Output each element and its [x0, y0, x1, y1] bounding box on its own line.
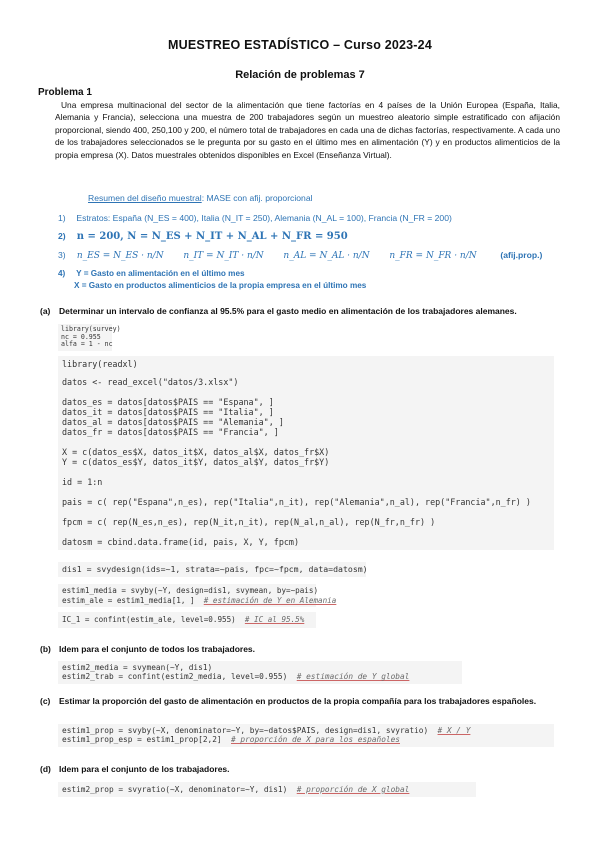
question-text: Determinar un intervalo de confianza al 95.5% para el gasto medio en alimentación de los trabajadores alemanes.	[59, 306, 517, 316]
code-comment: # IC al 95.5%	[244, 615, 305, 624]
summary-item-variables-x	[74, 281, 366, 290]
code-comment: # estimación de Y global	[296, 672, 410, 682]
code-text: estim1_prop = svyby(~X, denominator=~Y, by=~datos$PAIS, design=dis1, svyratio)	[62, 726, 438, 735]
summary-sizes-text: n = 200, N = N_ES + N_IT + N_AL + N_FR = 950	[76, 231, 348, 242]
code-line	[62, 663, 458, 672]
code-line: library(survey)	[61, 325, 121, 333]
question-label: (a)	[40, 306, 51, 316]
code-comment: # proporción de X global	[296, 785, 410, 794]
code-line	[62, 595, 337, 606]
variable-y: Y = Gasto en alimentación en el último mes	[76, 269, 245, 278]
code-line: Y = c(datos_es$Y, datos_it$Y, datos_al$Y, datos_fr$Y)	[62, 457, 330, 467]
question-c	[40, 695, 560, 708]
code-line	[62, 615, 312, 625]
summary-item-allocation	[58, 250, 542, 261]
code-comment: # estimación de Y en Alemania	[203, 595, 337, 605]
code-text: IC_1 = confint(estim_ale, level=0.955)	[62, 615, 245, 624]
alloc-es: n_ES = N_ES · n/N	[76, 251, 164, 261]
code-line	[62, 672, 458, 681]
code-line	[62, 586, 319, 596]
question-d	[40, 764, 560, 774]
document-subtitle: Relación de problemas 7	[235, 69, 365, 81]
problem-statement	[55, 99, 560, 161]
code-block-interval	[58, 612, 316, 628]
code-line: X = c(datos_es$X, datos_it$X, datos_al$X, datos_fr$X)	[62, 447, 330, 457]
code-text: estim2_trab = confint(estim2_media, level=0.955)	[62, 672, 297, 682]
summary-strata-text: Estratos: España (N_ES = 400), Italia (N_IT = 250), Alemania (N_AL = 100), Francia (N_FR = 200)	[76, 213, 452, 223]
code-line: library(readxl)	[62, 359, 138, 369]
code-block-ratio	[58, 724, 554, 747]
alloc-it: n_IT = N_IT · n/N	[183, 251, 264, 261]
summary-item-variables	[58, 269, 245, 278]
code-text: estim_ale = estim1_media[1, ]	[62, 595, 204, 605]
code-block-design	[58, 562, 366, 577]
question-text: Estimar la proporción del gasto de alimentación en productos de la propia compañía para los trabajadores españoles.	[59, 696, 537, 706]
question-label: (d)	[40, 764, 51, 774]
code-block-estimate	[58, 584, 337, 607]
code-block-data	[58, 356, 554, 550]
code-line: datos_fr = datos[datos$PAIS == "Francia", ]	[62, 427, 279, 437]
question-b	[40, 644, 560, 654]
alloc-note: (afij.prop.)	[500, 250, 543, 260]
item-number: 3)	[58, 250, 66, 260]
question-text: Idem para el conjunto de los trabajadores.	[59, 764, 230, 774]
code-line: pais = c( rep("Espana",n_es), rep("Italia",n_it), rep("Alemania",n_al), rep("Francia",n_fr) )	[62, 497, 531, 507]
question-text: Idem para el conjunto de todos los trabajadores.	[59, 644, 256, 654]
variable-x: X = Gasto en productos alimenticios de la propia empresa en el último mes	[74, 281, 367, 290]
item-number: 2)	[58, 231, 66, 241]
summary-heading-link: Resumen del diseño muestral	[88, 193, 202, 203]
code-text: estim2_media = svymean(~Y, dis1)	[62, 663, 213, 672]
code-line: datos_al = datos[datos$PAIS == "Alemania", ]	[62, 417, 284, 427]
problem-statement-text: Una empresa multinacional del sector de la alimentación que tiene factorías en 4 países de la Unión Europea (España, Italia, Alemania y Francia), selecciona una muestra de 200 trabajadores según un muestreo aleatorio simple estratificado con afijación proporcional, siendo 400, 250,100 y 200, el número total de trabajadores en cada una de dichas factorías, respectivamente. A cada uno de los trabajadores seleccionados se le pregunta por su gasto en el último mes en alimentación (Y) y en productos alimenticios de la propia empresa (X). Datos muestrales obtenidos disponibles en Excel (Enseñanza Virtual).	[55, 100, 560, 160]
code-line	[62, 784, 472, 795]
alloc-fr: n_FR = N_FR · n/N	[389, 251, 477, 261]
problem-label: Problema 1	[38, 87, 92, 98]
summary-heading	[88, 193, 313, 203]
summary-item-sizes	[58, 231, 348, 242]
code-line: id = 1:n	[62, 477, 103, 487]
document-title: MUESTREO ESTADÍSTICO – Curso 2023-24	[168, 38, 432, 52]
code-line: alfa = 1 - nc	[61, 340, 113, 349]
code-comment: # proporción de X para los españoles	[231, 735, 400, 745]
code-line: fpcm = c( rep(N_es,n_es), rep(N_it,n_it), rep(N_al,n_al), rep(N_fr,n_fr) )	[62, 517, 436, 527]
item-number: 4)	[58, 269, 66, 278]
code-line: nc = 0.955	[61, 332, 101, 341]
code-line: datos_es = datos[datos$PAIS == "Espana", ]	[62, 397, 274, 407]
code-text: estim1_prop_esp = estim1_prop[2,2]	[62, 735, 231, 745]
item-number: 1)	[58, 213, 66, 223]
code-line: dis1 = svydesign(ids=~1, strata=~pais, fpc=~fpcm, data=datosm)	[62, 564, 368, 574]
code-line	[62, 726, 550, 735]
code-block-ratio-global	[58, 782, 476, 797]
code-line: datos_it = datos[datos$PAIS == "Italia", ]	[62, 407, 274, 417]
summary-item-strata	[58, 213, 452, 223]
code-text: estim1_media = svyby(~Y, design=dis1, svymean, by=~pais)	[62, 586, 319, 595]
summary-heading-rest: : MASE con afij. proporcional	[201, 193, 313, 203]
question-a	[40, 306, 560, 316]
code-block-setup	[58, 324, 121, 351]
question-label: (c)	[40, 696, 51, 706]
alloc-al: n_AL = N_AL · n/N	[283, 251, 370, 261]
code-line: datosm = cbind.data.frame(id, pais, X, Y, fpcm)	[62, 537, 299, 547]
question-label: (b)	[40, 644, 51, 654]
code-comment: # X / Y	[437, 726, 471, 735]
code-line: datos <- read_excel("datos/3.xlsx")	[62, 377, 239, 387]
code-line	[62, 735, 550, 744]
code-text: estim2_prop = svyratio(~X, denominator=~Y, dis1)	[62, 785, 297, 794]
code-block-global	[58, 661, 462, 684]
